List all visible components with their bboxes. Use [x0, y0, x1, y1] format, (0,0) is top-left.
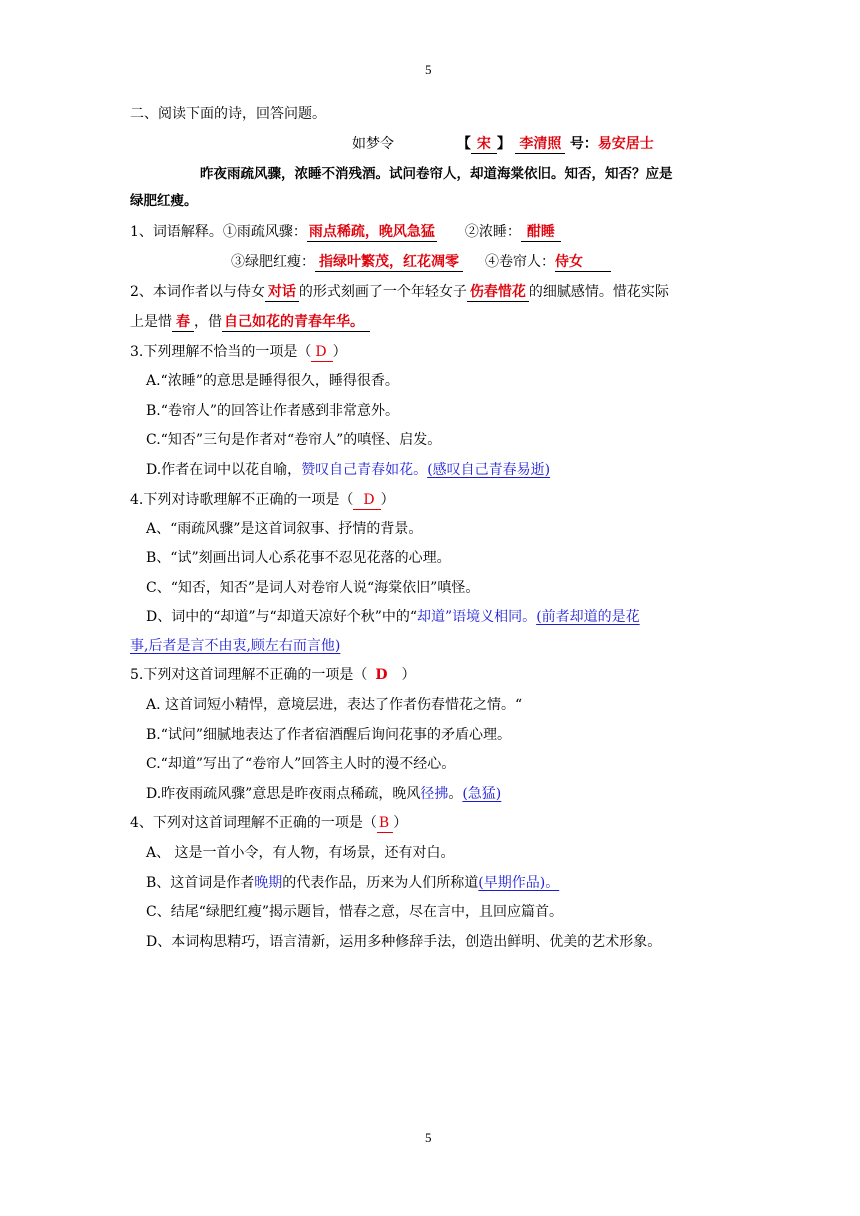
q3-option-b: B.“卷帘人”的回答让作者感到非常意外。: [146, 403, 400, 419]
q2-text-3: 的细腻感情。惜花实际: [528, 284, 669, 300]
q3-stem: [130, 342, 347, 362]
q3-option-d-text: D.作者在词中以花自喻，: [146, 462, 302, 478]
q1-line-2: [231, 252, 611, 272]
q4b-option-a: A、 这是一首小令，有人物，有场景，还有对白。: [146, 845, 455, 861]
q3-option-a: A.“浓睡”的意思是睡得很久，睡得很香。: [146, 373, 399, 389]
q2-answer-3: 春: [172, 313, 194, 332]
poem-line-1: 昨夜雨疏风骤，浓睡不消残酒。试问卷帘人，却道海棠依旧。知否，知否？应是: [200, 166, 673, 182]
q4b-option-d: D、本词构思精巧，语言清新，运用多种修辞手法，创造出鲜明、优美的艺术形象。: [146, 934, 662, 950]
poem-line-2: 绿肥红瘦。: [130, 193, 198, 209]
q4b-close: ）: [393, 815, 408, 831]
poem-title-line: [352, 134, 654, 154]
q5-option-d: [146, 784, 501, 804]
q3-option-d: [146, 460, 550, 480]
q5-option-d-text: D.昨夜雨疏风骤”意思是昨夜雨点稀疏，晚风: [146, 786, 421, 802]
dynasty-close: 】: [496, 136, 511, 152]
q1-answer-2: 酣睡: [521, 223, 561, 242]
q4a-stem-text: 4.下列对诗歌理解不正确的一项是（: [130, 492, 354, 508]
q4b-option-b: [146, 873, 559, 893]
q1-label: 1、词语解释。①雨疏风骤：: [130, 224, 307, 240]
q4b-option-b-blue: 晚期: [254, 875, 283, 891]
q2-text-1: 2、本词作者以与侍女: [130, 284, 265, 300]
q2-answer-1: 对话: [265, 283, 299, 302]
q2-answer-4: 自己如花的青春年华。: [222, 313, 370, 332]
q5-option-d-period: 。: [448, 786, 463, 802]
q2-line-1: [130, 282, 669, 302]
q4a-option-d-text: D、词中的“却道”与“却道天凉好个秋”中的“: [146, 609, 418, 625]
q4a-option-c: C、“知否，知否”是词人对卷帘人说“海棠依旧”嗔怪。: [146, 580, 480, 596]
q4a-answer: D: [353, 491, 380, 510]
q5-option-d-blue: 径拂: [420, 786, 449, 802]
q4b-option-b-text-2: 的代表作品，历来为人们所称道: [282, 875, 479, 891]
q4a-option-d-note-2: 事,后者是言不由衷,顾左右而言他): [130, 638, 341, 654]
q2-answer-2: 伤春惜花: [467, 283, 529, 302]
q4b-option-b-text: B、这首词是作者: [146, 875, 255, 891]
q4b-option-b-note: (早期作品)。: [478, 875, 560, 891]
author: 李清照: [515, 135, 565, 154]
q4a-option-d-blue: 却道”语境义相同。: [417, 609, 537, 625]
q3-option-d-blue: 赞叹自己青春如花。: [301, 462, 428, 478]
q1-answer-1: 雨点稀疏，晚风急猛: [308, 224, 435, 240]
q5-option-a: A. 这首词短小精悍，意境层进，表达了作者伤春惜花之情。“: [146, 697, 523, 713]
q2-text-5: ，借: [194, 314, 222, 330]
q5-option-d-note: (急猛): [462, 786, 502, 802]
q5-answer: D: [375, 667, 388, 683]
q4a-close: ）: [380, 492, 395, 508]
q1-line-1: [130, 222, 561, 242]
q4a-option-b: B、“试”刻画出词人心系花事不忍见花落的心理。: [146, 550, 451, 566]
q5-option-b: B.“试问”细腻地表达了作者宿酒醒后询问花事的矛盾心理。: [146, 727, 512, 743]
page-number-top: 5: [425, 62, 432, 77]
poem-title: 如梦令: [352, 136, 394, 152]
q3-option-d-note: (感叹自己青春易逝): [427, 462, 551, 478]
dynasty-open: 【: [456, 136, 471, 152]
hao-label: 号：: [569, 136, 598, 152]
q1-answer-4: 侍女: [555, 253, 611, 272]
q5-stem: [130, 665, 416, 685]
q4b-stem-text: 4、下列对这首词理解不正确的一项是（: [130, 815, 377, 831]
q4b-option-c: C、结尾“绿肥红瘦”揭示题旨，惜春之意，尽在言中，且回应篇首。: [146, 904, 564, 920]
hao: 易安居士: [597, 136, 654, 152]
q1-label-2: ②浓睡：: [464, 224, 521, 240]
q3-stem-text: 3.下列理解不恰当的一项是（: [130, 344, 312, 360]
q3-close: ）: [332, 344, 347, 360]
q4a-option-d: [146, 607, 640, 627]
q5-close: ）: [401, 667, 416, 683]
q5-option-c: C.“却道”写出了“卷帘人”回答主人时的漫不经心。: [146, 756, 456, 772]
page-number-bottom: 5: [425, 1130, 432, 1145]
q2-text-4: 上是惜: [130, 314, 172, 330]
q4a-stem: [130, 490, 395, 510]
q1-answer-3: 指绿叶繁茂，红花凋零: [315, 253, 463, 272]
q1-label-4: ④卷帘人：: [485, 254, 555, 270]
q4b-answer: B: [377, 814, 393, 833]
dynasty: 宋: [471, 135, 497, 154]
q2-text-2: 的形式刻画了一个年轻女子: [298, 284, 467, 300]
q4b-stem: [130, 813, 407, 833]
q4a-option-a: A、“雨疏风骤”是这首词叙事、抒情的背景。: [146, 521, 423, 537]
q1-label-3: ③绿肥红瘦：: [231, 254, 315, 270]
q3-option-c: C.“知否”三句是作者对“卷帘人”的嗔怪、启发。: [146, 432, 442, 448]
q2-line-2: [130, 312, 370, 332]
q4a-option-d-note-1: (前者却道的是花: [536, 609, 640, 625]
q5-stem-text: 5.下列对这首词理解不正确的一项是（: [130, 667, 368, 683]
section-heading: 二、阅读下面的诗，回答问题。: [130, 106, 326, 122]
q3-answer: D: [311, 343, 332, 362]
